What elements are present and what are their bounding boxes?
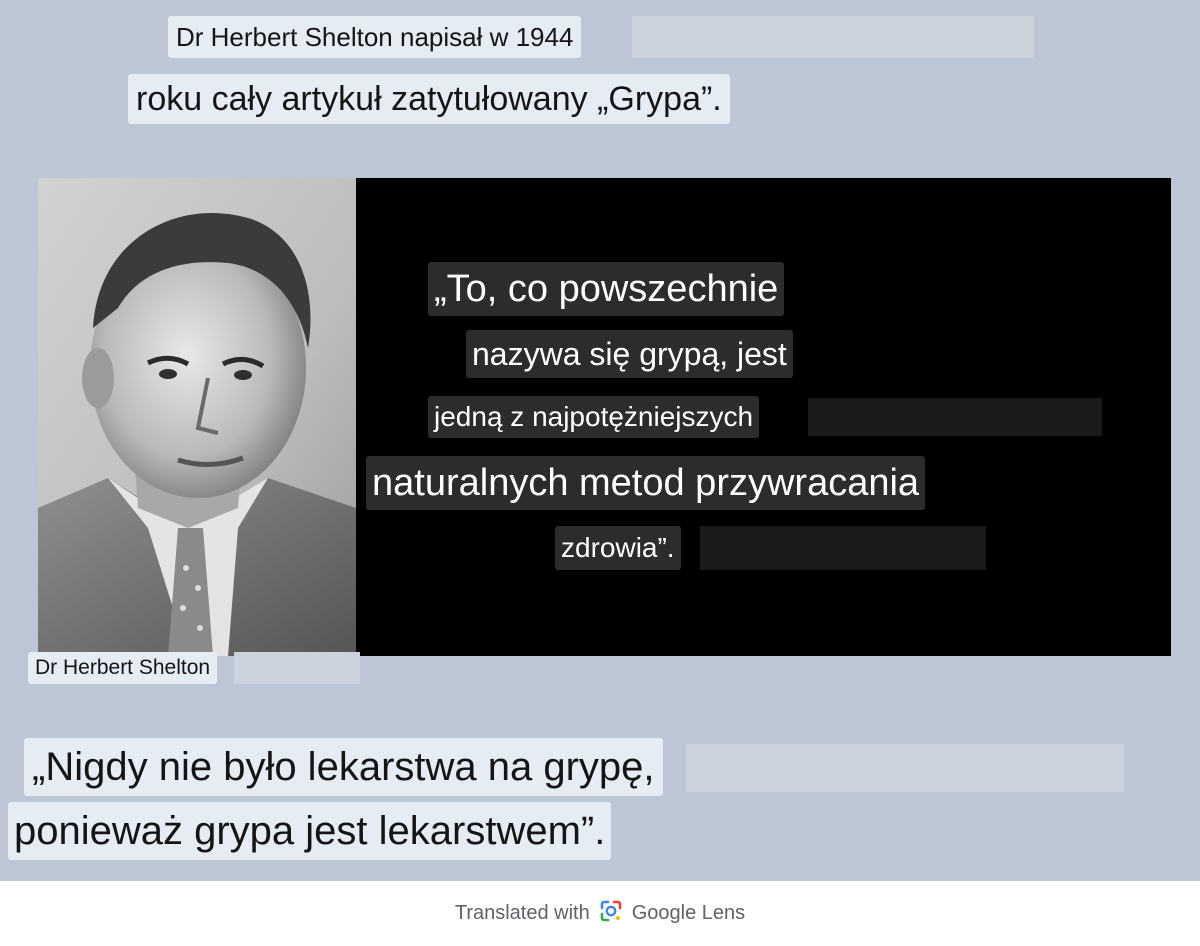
quote-line4: naturalnych metod przywracania (366, 456, 925, 510)
quote-line3: jedną z najpotężniejszych (428, 396, 759, 438)
quote-line3-bg-extension (808, 398, 1102, 436)
bottom-quote-bg-extension (686, 744, 1124, 792)
google-lens-icon (598, 898, 624, 930)
quote-line5-bg-extension (700, 526, 986, 570)
bottom-quote-line1: „Nigdy nie było lekarstwa na grypę, (24, 738, 663, 796)
quote-line2: nazywa się grypą, jest (466, 330, 793, 378)
heading-line1-bg-extension (632, 16, 1034, 58)
translation-footer (0, 881, 1200, 946)
quote-line5: zdrowia”. (555, 526, 681, 570)
heading-line1: Dr Herbert Shelton napisał w 1944 (168, 16, 581, 58)
google-lens-brand: Google Lens (631, 902, 746, 924)
translated-with-label: Translated with (454, 902, 590, 924)
quote-line1: „To, co powszechnie (428, 262, 784, 316)
caption-bg-extension (234, 652, 360, 684)
photo-caption: Dr Herbert Shelton (28, 652, 217, 684)
bottom-quote-line2: ponieważ grypa jest lekarstwem”. (8, 802, 611, 860)
heading-line2: roku cały artykuł zatytułowany „Grypa”. (128, 74, 730, 124)
portrait-photo (38, 178, 356, 656)
